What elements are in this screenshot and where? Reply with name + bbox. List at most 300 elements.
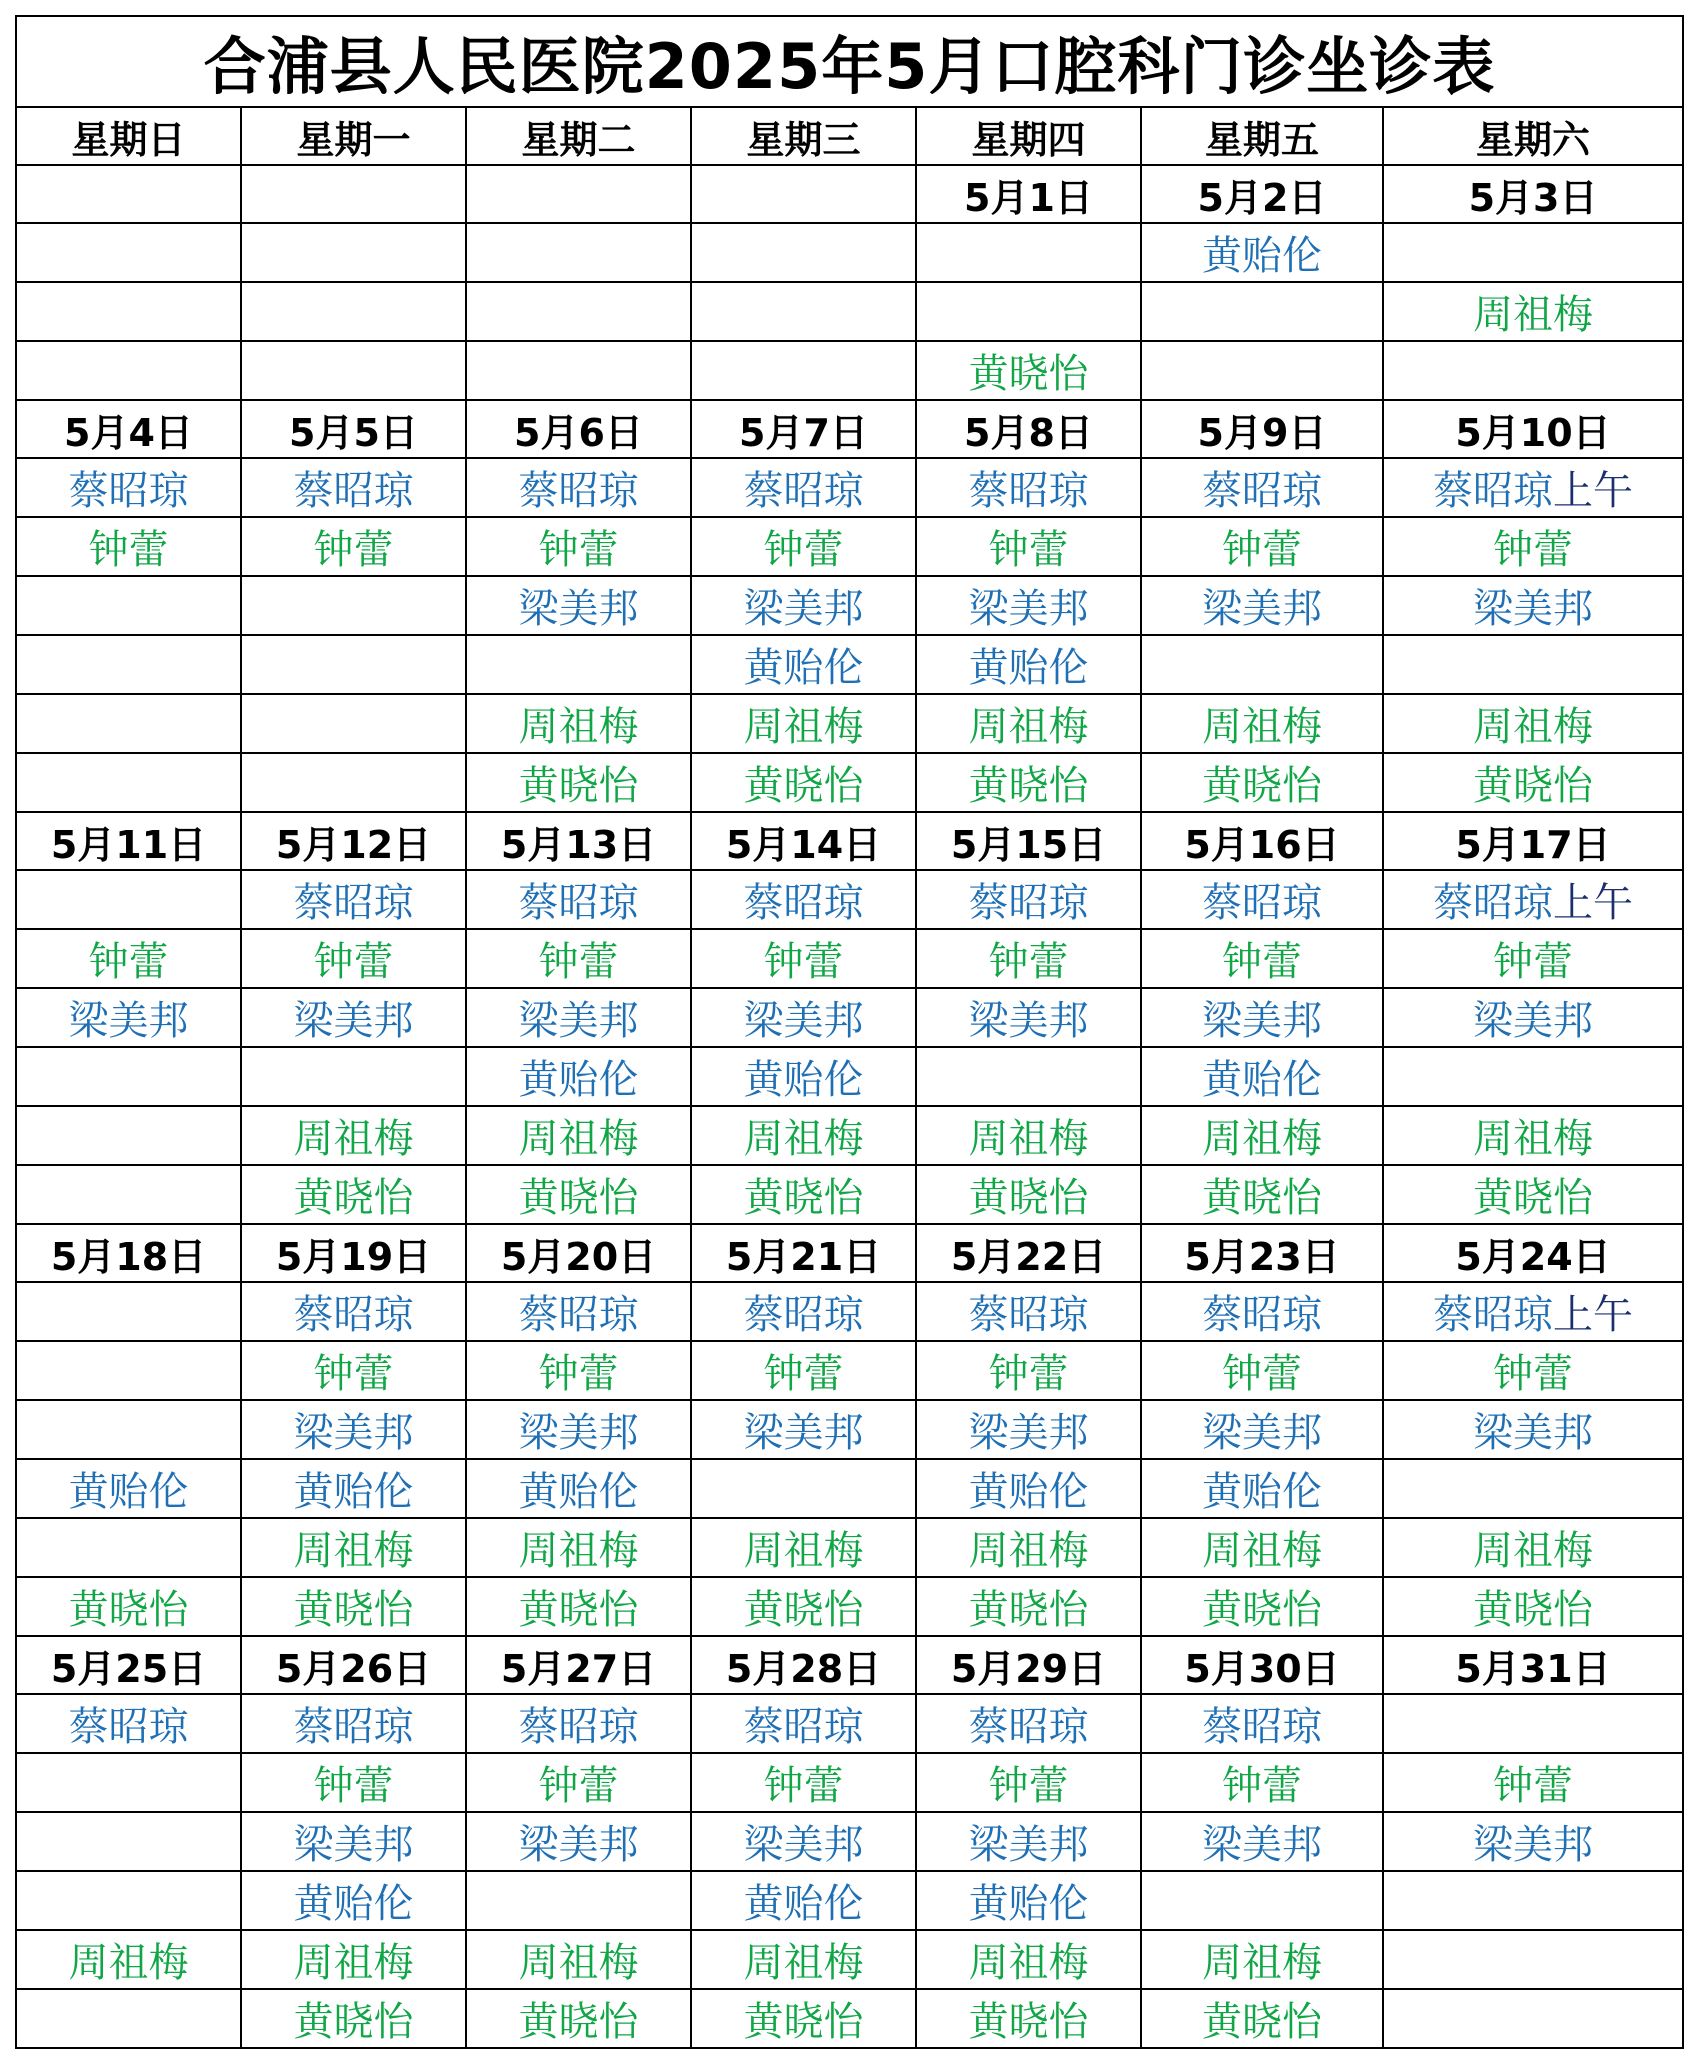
date-cell: 5月12日 [241, 812, 466, 870]
doctor-name: 黄贻伦 [743, 645, 864, 691]
doctor-cell [916, 576, 1141, 635]
date-cell: 5月30日 [1141, 1636, 1383, 1694]
doctor-name: 梁美邦 [1202, 998, 1322, 1044]
doctor-cell [916, 1282, 1141, 1341]
doctor-cell [466, 1812, 691, 1871]
doctor-name: 蔡昭琼 [68, 468, 189, 514]
doctor-name: 梁美邦 [293, 1822, 414, 1868]
doctor-cell [1141, 341, 1383, 400]
doctor-cell [691, 694, 916, 753]
doctor-name: 黄贻伦 [968, 1469, 1089, 1515]
doctor-cell [16, 282, 241, 341]
doctor-name: 黄晓怡 [1473, 1587, 1593, 1633]
doctor-cell [691, 1871, 916, 1930]
doctor-cell [1383, 753, 1683, 812]
doctor-row [16, 929, 1683, 988]
doctor-name: 周祖梅 [1202, 1116, 1322, 1162]
doctor-row [16, 1577, 1683, 1636]
doctor-name: 钟蕾 [538, 1351, 619, 1397]
doctor-name: 黄贻伦 [68, 1469, 189, 1515]
doctor-cell [1141, 929, 1383, 988]
doctor-cell [16, 753, 241, 812]
doctor-cell [241, 1577, 466, 1636]
doctor-cell [466, 576, 691, 635]
doctor-cell [241, 1812, 466, 1871]
doctor-cell [16, 1753, 241, 1812]
doctor-cell [466, 694, 691, 753]
doctor-cell [466, 1694, 691, 1753]
doctor-name: 黄贻伦 [518, 1057, 639, 1103]
doctor-row [16, 1871, 1683, 1930]
doctor-row [16, 635, 1683, 694]
doctor-name: 钟蕾 [1493, 1763, 1573, 1809]
doctor-cell [16, 1165, 241, 1224]
doctor-cell [916, 282, 1141, 341]
doctor-cell [466, 1577, 691, 1636]
doctor-cell [916, 1459, 1141, 1518]
doctor-row [16, 223, 1683, 282]
doctor-name: 周祖梅 [968, 1940, 1089, 1986]
doctor-cell [1383, 1518, 1683, 1577]
date-row [16, 165, 1683, 223]
title-row [16, 16, 1683, 107]
date-cell: 5月8日 [916, 400, 1141, 458]
doctor-name: 梁美邦 [1202, 586, 1322, 632]
doctor-row [16, 282, 1683, 341]
date-cell [691, 165, 916, 223]
doctor-cell [241, 1282, 466, 1341]
date-cell: 5月18日 [16, 1224, 241, 1282]
doctor-cell [1141, 576, 1383, 635]
doctor-cell [691, 576, 916, 635]
doctor-cell [241, 635, 466, 694]
session-note: 上午 [1553, 468, 1633, 514]
doctor-cell [691, 1694, 916, 1753]
doctor-cell [691, 1577, 916, 1636]
doctor-name: 钟蕾 [763, 939, 844, 985]
doctor-name: 周祖梅 [1473, 704, 1593, 750]
date-cell: 5月29日 [916, 1636, 1141, 1694]
doctor-cell [1141, 1459, 1383, 1518]
doctor-row [16, 1341, 1683, 1400]
doctor-name: 钟蕾 [763, 1351, 844, 1397]
doctor-name: 黄晓怡 [293, 1587, 414, 1633]
doctor-cell [1141, 1577, 1383, 1636]
doctor-name: 黄晓怡 [968, 763, 1089, 809]
doctor-cell [16, 635, 241, 694]
doctor-cell [916, 1106, 1141, 1165]
doctor-name: 黄贻伦 [1202, 1469, 1322, 1515]
doctor-cell [691, 1165, 916, 1224]
doctor-cell [1141, 1518, 1383, 1577]
doctor-cell [466, 517, 691, 576]
doctor-name: 钟蕾 [1493, 527, 1573, 573]
doctor-name: 周祖梅 [743, 1116, 864, 1162]
schedule-table [15, 15, 1684, 2049]
doctor-name: 梁美邦 [1473, 998, 1593, 1044]
doctor-cell [241, 1930, 466, 1989]
doctor-row [16, 988, 1683, 1047]
doctor-name: 钟蕾 [538, 939, 619, 985]
doctor-name: 梁美邦 [743, 586, 864, 632]
doctor-row [16, 694, 1683, 753]
date-cell: 5月3日 [1383, 165, 1683, 223]
doctor-name: 周祖梅 [293, 1528, 414, 1574]
doctor-name: 梁美邦 [293, 998, 414, 1044]
doctor-cell [1383, 870, 1683, 929]
doctor-name: 周祖梅 [1473, 292, 1593, 338]
doctor-name: 梁美邦 [518, 1410, 639, 1456]
date-row [16, 1224, 1683, 1282]
doctor-name: 梁美邦 [743, 998, 864, 1044]
doctor-row [16, 1165, 1683, 1224]
doctor-cell [1141, 282, 1383, 341]
doctor-cell [16, 1047, 241, 1106]
doctor-name: 蔡昭琼 [293, 880, 414, 926]
doctor-cell [466, 1459, 691, 1518]
doctor-cell [1383, 1577, 1683, 1636]
doctor-cell [1383, 1282, 1683, 1341]
doctor-name: 梁美邦 [1202, 1410, 1322, 1456]
doctor-name: 黄贻伦 [743, 1057, 864, 1103]
doctor-name: 周祖梅 [968, 1116, 1089, 1162]
doctor-cell [16, 988, 241, 1047]
doctor-cell [241, 1753, 466, 1812]
doctor-cell [916, 929, 1141, 988]
doctor-name: 钟蕾 [313, 527, 394, 573]
doctor-name: 黄贻伦 [968, 1881, 1089, 1927]
doctor-cell [1383, 988, 1683, 1047]
doctor-name: 黄晓怡 [1202, 763, 1322, 809]
page-title: 合浦县人民医院2025年5月口腔科门诊坐诊表 [16, 16, 1683, 107]
doctor-cell [916, 1930, 1141, 1989]
doctor-name: 蔡昭琼 [743, 880, 864, 926]
doctor-cell [241, 223, 466, 282]
doctor-name: 钟蕾 [763, 527, 844, 573]
doctor-cell [1141, 223, 1383, 282]
doctor-row [16, 341, 1683, 400]
doctor-cell [1383, 1930, 1683, 1989]
doctor-cell [691, 870, 916, 929]
doctor-row [16, 1459, 1683, 1518]
doctor-name: 黄贻伦 [518, 1469, 639, 1515]
doctor-cell [1383, 1694, 1683, 1753]
doctor-cell [1141, 1400, 1383, 1459]
doctor-cell [16, 1577, 241, 1636]
doctor-cell [691, 1459, 916, 1518]
doctor-cell [241, 753, 466, 812]
doctor-cell [916, 635, 1141, 694]
doctor-row [16, 1518, 1683, 1577]
doctor-cell [241, 576, 466, 635]
doctor-name: 黄晓怡 [743, 1587, 864, 1633]
date-cell: 5月28日 [691, 1636, 916, 1694]
doctor-cell [466, 1341, 691, 1400]
date-cell: 5月14日 [691, 812, 916, 870]
doctor-cell [241, 282, 466, 341]
doctor-name: 黄晓怡 [743, 763, 864, 809]
date-cell: 5月6日 [466, 400, 691, 458]
date-cell: 5月23日 [1141, 1224, 1383, 1282]
weekday-header-row [16, 107, 1683, 165]
doctor-name: 蔡昭琼 [518, 468, 639, 514]
doctor-name: 周祖梅 [293, 1116, 414, 1162]
doctor-cell [241, 1459, 466, 1518]
doctor-cell [916, 1518, 1141, 1577]
doctor-cell [466, 282, 691, 341]
doctor-cell [1141, 988, 1383, 1047]
doctor-cell [466, 1047, 691, 1106]
doctor-name: 钟蕾 [1493, 939, 1573, 985]
doctor-name: 周祖梅 [743, 1528, 864, 1574]
doctor-cell [1141, 517, 1383, 576]
date-cell: 5月19日 [241, 1224, 466, 1282]
doctor-name: 蔡昭琼 [968, 1292, 1089, 1338]
doctor-cell [1141, 1871, 1383, 1930]
doctor-name: 梁美邦 [1473, 1822, 1593, 1868]
doctor-cell [241, 988, 466, 1047]
doctor-cell [1141, 694, 1383, 753]
date-cell: 5月10日 [1383, 400, 1683, 458]
doctor-name: 蔡昭琼 [1202, 1292, 1322, 1338]
doctor-cell [916, 1165, 1141, 1224]
weekday-header: 星期一 [241, 107, 466, 165]
doctor-name: 蔡昭琼 [1202, 1704, 1322, 1750]
doctor-cell [916, 694, 1141, 753]
doctor-cell [16, 1400, 241, 1459]
doctor-row [16, 458, 1683, 517]
doctor-name: 钟蕾 [988, 527, 1069, 573]
date-cell: 5月4日 [16, 400, 241, 458]
doctor-cell [16, 1989, 241, 2048]
doctor-cell [1141, 753, 1383, 812]
doctor-name: 黄晓怡 [68, 1587, 189, 1633]
date-row [16, 1636, 1683, 1694]
doctor-cell [1141, 635, 1383, 694]
doctor-name: 钟蕾 [88, 939, 169, 985]
doctor-cell [16, 870, 241, 929]
doctor-cell [466, 223, 691, 282]
doctor-name: 蔡昭琼 [743, 468, 864, 514]
doctor-name: 黄晓怡 [743, 1999, 864, 2045]
doctor-cell [241, 1400, 466, 1459]
doctor-name: 钟蕾 [1222, 1763, 1302, 1809]
doctor-name: 钟蕾 [313, 939, 394, 985]
doctor-name: 梁美邦 [968, 1822, 1089, 1868]
date-cell: 5月26日 [241, 1636, 466, 1694]
doctor-cell [1141, 1282, 1383, 1341]
doctor-name: 梁美邦 [1473, 586, 1593, 632]
doctor-name: 钟蕾 [988, 1351, 1069, 1397]
doctor-cell [691, 1106, 916, 1165]
date-row [16, 400, 1683, 458]
doctor-name: 周祖梅 [743, 1940, 864, 1986]
doctor-cell [1383, 341, 1683, 400]
doctor-name: 黄贻伦 [293, 1469, 414, 1515]
doctor-name: 蔡昭琼 [518, 1704, 639, 1750]
doctor-cell [16, 1812, 241, 1871]
doctor-cell [16, 929, 241, 988]
doctor-cell [1141, 1106, 1383, 1165]
doctor-cell [241, 1047, 466, 1106]
doctor-cell [1383, 282, 1683, 341]
date-cell [16, 165, 241, 223]
doctor-cell [241, 1341, 466, 1400]
doctor-name: 梁美邦 [968, 998, 1089, 1044]
doctor-cell [691, 1753, 916, 1812]
doctor-name: 黄晓怡 [293, 1175, 414, 1221]
doctor-cell [241, 1694, 466, 1753]
doctor-name: 黄晓怡 [968, 1587, 1089, 1633]
doctor-name: 梁美邦 [518, 586, 639, 632]
doctor-name: 黄晓怡 [518, 1587, 639, 1633]
doctor-cell [241, 1518, 466, 1577]
doctor-name: 梁美邦 [968, 1410, 1089, 1456]
doctor-row [16, 1812, 1683, 1871]
doctor-cell [16, 1282, 241, 1341]
doctor-cell [1141, 1930, 1383, 1989]
doctor-cell [916, 1753, 1141, 1812]
doctor-cell [466, 1930, 691, 1989]
doctor-name: 钟蕾 [313, 1351, 394, 1397]
date-cell: 5月17日 [1383, 812, 1683, 870]
doctor-cell [466, 753, 691, 812]
doctor-name: 黄晓怡 [1473, 1175, 1593, 1221]
doctor-cell [691, 988, 916, 1047]
date-cell: 5月11日 [16, 812, 241, 870]
date-cell [466, 165, 691, 223]
doctor-cell [16, 1930, 241, 1989]
doctor-name: 黄晓怡 [968, 1175, 1089, 1221]
doctor-cell [1383, 458, 1683, 517]
doctor-name: 周祖梅 [293, 1940, 414, 1986]
doctor-name: 周祖梅 [1473, 1528, 1593, 1574]
doctor-name: 梁美邦 [743, 1822, 864, 1868]
doctor-cell [916, 458, 1141, 517]
doctor-cell [691, 635, 916, 694]
doctor-cell [1383, 635, 1683, 694]
doctor-row [16, 1753, 1683, 1812]
doctor-cell [1383, 1871, 1683, 1930]
doctor-row [16, 1989, 1683, 2048]
doctor-cell [466, 341, 691, 400]
doctor-row [16, 1106, 1683, 1165]
weekday-header: 星期日 [16, 107, 241, 165]
doctor-name: 蔡昭琼 [68, 1704, 189, 1750]
doctor-row [16, 753, 1683, 812]
doctor-cell [466, 1400, 691, 1459]
date-cell: 5月27日 [466, 1636, 691, 1694]
doctor-cell [1141, 458, 1383, 517]
doctor-name: 钟蕾 [538, 527, 619, 573]
doctor-cell [691, 1400, 916, 1459]
weekday-header: 星期二 [466, 107, 691, 165]
doctor-cell [1383, 576, 1683, 635]
doctor-cell [16, 458, 241, 517]
date-cell: 5月20日 [466, 1224, 691, 1282]
doctor-cell [466, 1518, 691, 1577]
doctor-cell [241, 694, 466, 753]
date-cell: 5月2日 [1141, 165, 1383, 223]
doctor-cell [16, 1106, 241, 1165]
doctor-cell [466, 458, 691, 517]
doctor-name: 黄贻伦 [743, 1881, 864, 1927]
doctor-name: 梁美邦 [1473, 1410, 1593, 1456]
date-cell: 5月16日 [1141, 812, 1383, 870]
doctor-name: 梁美邦 [518, 1822, 639, 1868]
date-row [16, 812, 1683, 870]
doctor-cell [1141, 870, 1383, 929]
doctor-cell [916, 223, 1141, 282]
doctor-name: 周祖梅 [1202, 1528, 1322, 1574]
doctor-cell [1383, 1400, 1683, 1459]
session-note: 上午 [1553, 1292, 1633, 1338]
doctor-name: 周祖梅 [968, 704, 1089, 750]
doctor-cell [916, 1577, 1141, 1636]
doctor-name: 周祖梅 [968, 1528, 1089, 1574]
doctor-row [16, 517, 1683, 576]
doctor-name: 黄贻伦 [1202, 233, 1322, 279]
doctor-cell [1141, 1341, 1383, 1400]
doctor-cell [466, 1165, 691, 1224]
doctor-cell [16, 576, 241, 635]
doctor-cell [1141, 1753, 1383, 1812]
doctor-cell [16, 1341, 241, 1400]
doctor-name: 蔡昭琼 [293, 1292, 414, 1338]
doctor-cell [466, 1753, 691, 1812]
doctor-cell [1383, 1047, 1683, 1106]
doctor-cell [691, 1989, 916, 2048]
date-cell: 5月21日 [691, 1224, 916, 1282]
session-note: 上午 [1553, 880, 1633, 926]
doctor-cell [466, 988, 691, 1047]
date-cell: 5月15日 [916, 812, 1141, 870]
doctor-name: 黄晓怡 [518, 1999, 639, 2045]
doctor-cell [16, 1871, 241, 1930]
doctor-cell [1383, 223, 1683, 282]
weekday-header: 星期四 [916, 107, 1141, 165]
doctor-name: 黄晓怡 [743, 1175, 864, 1221]
doctor-cell [916, 1989, 1141, 2048]
doctor-name: 钟蕾 [1493, 1351, 1573, 1397]
date-cell: 5月9日 [1141, 400, 1383, 458]
doctor-cell [1383, 1165, 1683, 1224]
doctor-cell [691, 282, 916, 341]
doctor-name: 周祖梅 [1202, 1940, 1322, 1986]
doctor-cell [16, 341, 241, 400]
doctor-row [16, 1282, 1683, 1341]
doctor-cell [1141, 1165, 1383, 1224]
doctor-cell [241, 870, 466, 929]
doctor-cell [1383, 1989, 1683, 2048]
doctor-name: 黄晓怡 [968, 351, 1089, 397]
doctor-name: 蔡昭琼 [293, 468, 414, 514]
doctor-cell [1383, 1341, 1683, 1400]
doctor-name: 蔡昭琼 [293, 1704, 414, 1750]
date-cell: 5月13日 [466, 812, 691, 870]
doctor-cell [466, 870, 691, 929]
doctor-cell [916, 753, 1141, 812]
doctor-cell [241, 1106, 466, 1165]
doctor-cell [691, 341, 916, 400]
doctor-name: 蔡昭琼 [1433, 880, 1553, 926]
doctor-cell [1383, 1459, 1683, 1518]
doctor-row [16, 1047, 1683, 1106]
doctor-name: 梁美邦 [518, 998, 639, 1044]
doctor-cell [241, 517, 466, 576]
doctor-name: 钟蕾 [538, 1763, 619, 1809]
doctor-name: 黄贻伦 [293, 1881, 414, 1927]
